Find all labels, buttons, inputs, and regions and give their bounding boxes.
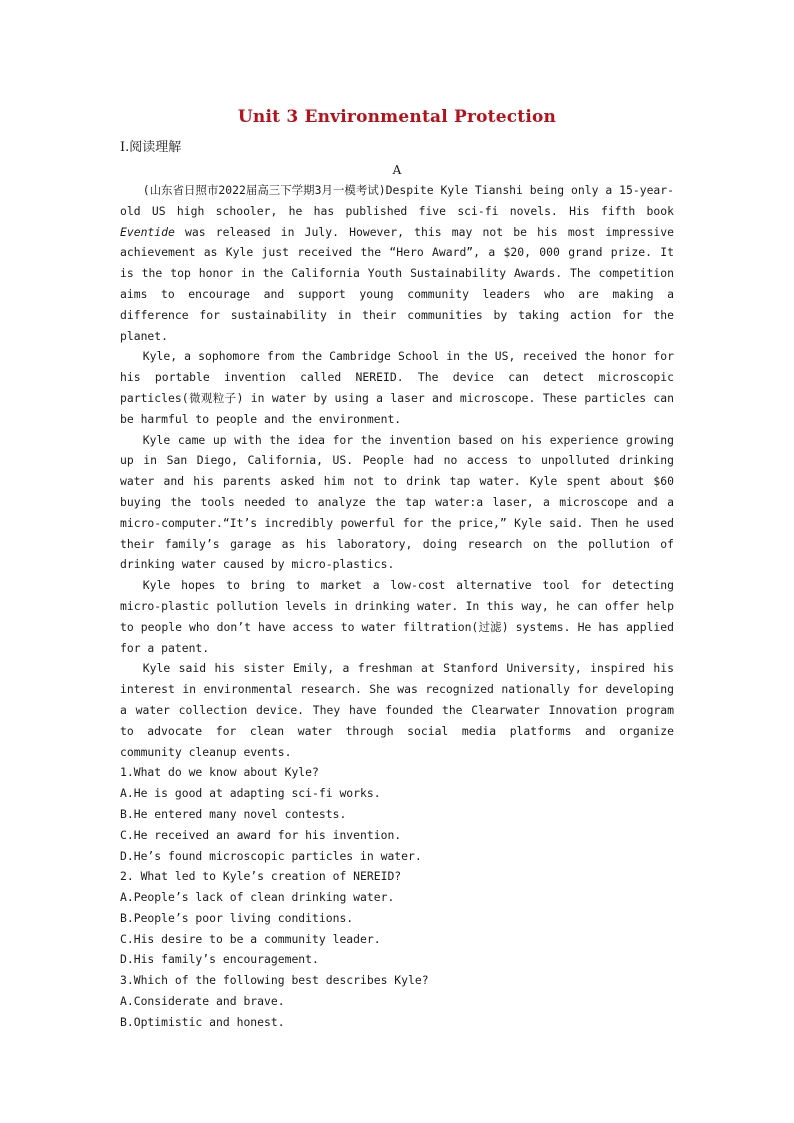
option-a: A.He is good at adapting sci-fi works. <box>120 786 381 801</box>
option-a: A.Considerate and brave. <box>120 994 285 1009</box>
page-title: Unit 3 Environmental Protection <box>237 107 557 127</box>
option-d: D.He’s found microscopic particles in water. <box>120 848 422 863</box>
option-b: B.People’s poor living conditions. <box>120 910 354 925</box>
paragraph-3: Kyle came up with the idea for the invention based on his experience growing up in San Diego, California, US. People had no access to unpolluted drinking water and his parents asked him not to drink tap water. Kyle spent about $60 buying the tools needed to analyze the tap water:a laser, a microscope and a micro-computer.“It’s incredibly powerful for the price,” Kyle said. Then he used their family’s garage as his laboratory, doing research on the pollution of drinking water caused by micro-plastics. <box>120 432 674 572</box>
book-title: Eventide <box>120 224 175 239</box>
question-2 <box>120 866 674 970</box>
option-a: A.People’s lack of clean drinking water. <box>120 890 395 905</box>
question-stem: 2. What led to Kyle’s creation of NEREID? <box>120 869 402 884</box>
paragraph-5: Kyle said his sister Emily, a freshman at Stanford University, inspired his interest in environmental research. She was recognized nationally for developing a water collection device. They have founded the Clearwater Innovation program to advocate for clean water through social media platforms and organize community cleanup events. <box>120 661 674 759</box>
option-b: B.He entered many novel contests. <box>120 806 347 821</box>
paragraph-1-before: (山东省日照市2022届高三下学期3月一模考试)Despite Kyle Tianshi being only a 15-year-old US high schooler, he has published five sci-fi novels. His fifth book <box>120 183 674 218</box>
question-3 <box>120 970 674 1032</box>
passage-label: A <box>392 163 402 177</box>
section-heading: Ⅰ.阅读理解 <box>120 140 182 155</box>
option-b: B.Optimistic and honest. <box>120 1014 285 1029</box>
paragraph-1 <box>120 180 674 346</box>
question-stem: 3.Which of the following best describes Kyle? <box>120 973 429 988</box>
option-d: D.His family’s encouragement. <box>120 952 319 967</box>
paragraph-4: Kyle hopes to bring to market a low-cost alternative tool for detecting micro-plastic pollution levels in drinking water. In this way, he can offer help to people who don’t have access to water filtration(过滤) systems. He has applied for a patent. <box>120 578 674 655</box>
option-c: C.He received an award for his invention. <box>120 827 402 842</box>
paragraph-1-after: was released in July. However, this may not be his most impressive achievement as Kyle just received the “Hero Award”, a $20, 000 grand prize. It is the top honor in the California Youth Sustainability Awards. The competition aims to encourage and support young community leaders who are making a difference for sustainability in their communities by taking action for the planet. <box>120 224 674 343</box>
paragraph-2: Kyle, a sophomore from the Cambridge School in the US, received the honor for his portable invention called NEREID. The device can detect microscopic particles(微观粒子) in water by using a laser and microscope. These particles can be harmful to people and the environment. <box>120 349 674 426</box>
question-1 <box>120 762 674 866</box>
option-c: C.His desire to be a community leader. <box>120 931 381 946</box>
document-page <box>120 100 674 1033</box>
question-stem: 1.What do we know about Kyle? <box>120 765 319 780</box>
